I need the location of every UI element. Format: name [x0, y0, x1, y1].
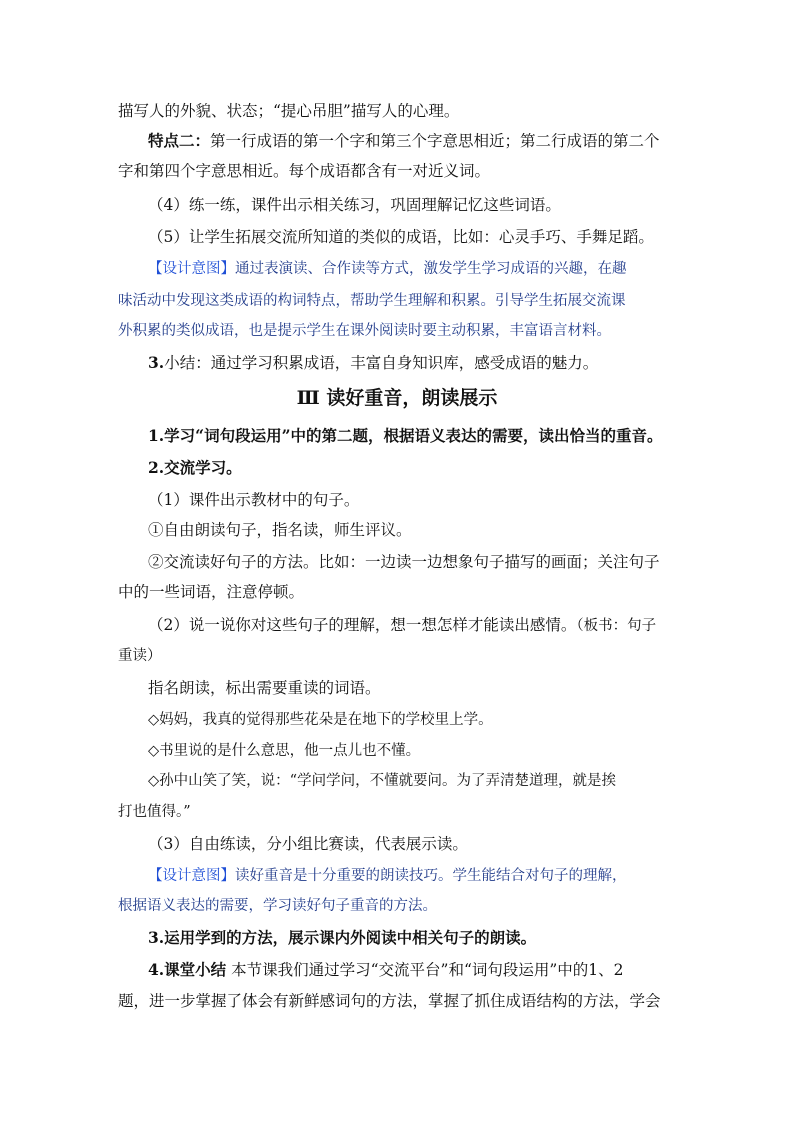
named-reading: 指名朗读，标出需要重读的词语。 [148, 679, 381, 697]
design-note-1-line-1 [148, 254, 708, 284]
design-note-tag: 【设计意图】 [148, 868, 235, 884]
design-note-1-text-1: 通过表演读、合作读等方式，激发学生学习成语的兴趣，在趣 [235, 261, 627, 277]
design-note-tag: 【设计意图】 [148, 261, 235, 277]
design-note-2-text-1: 读好重音是十分重要的朗读技巧。学生能结合对句子的理解， [235, 868, 627, 884]
sub-step-1-a: ①自由朗读句子，指名读，师生评议。 [148, 521, 412, 539]
design-note-1-line-3: 外积累的类似成语，也是提示学生在课外阅读时要主动积累，丰富语言材料。 [118, 323, 611, 339]
summary-line [148, 348, 708, 378]
sub-step-1-b-line-2: 中的一些词语，注意停顿。 [118, 583, 305, 601]
item-3-apply: 3.运用学到的方法，展示课内外阅读中相关句子的朗读。 [148, 928, 537, 947]
sub-step-2-line-2: 重读） [118, 648, 162, 664]
design-note-2-line-1 [148, 861, 708, 891]
sub-step-3: （3）自由练读，分小组比赛读，代表展示读。 [148, 835, 468, 853]
sub-step-2-line-1 [148, 610, 708, 641]
design-note-2-line-2: 根据语义表达的需要，学习读好句子重音的方法。 [118, 898, 437, 914]
sub-step-2-text: （2）说一说你对这些句子的理解，想一想怎样才能读出感情。 [148, 616, 577, 634]
item-2-exchange: 2.交流学习。 [148, 458, 242, 477]
design-note-1-line-2: 味活动中发现这类成语的构词特点，帮助学生理解和积累。引导学生拓展交流课 [118, 293, 626, 309]
summary-number: 3. [148, 353, 165, 372]
summary-text: 小结：通过学习积累成语，丰富自身知识库，感受成语的魅力。 [164, 354, 599, 372]
example-sentence-1: ◇妈妈，我真的觉得那些花朵是在地下的学校里上学。 [148, 712, 493, 728]
line-appearance-description: 描写人的外貌、状态；“提心吊胆”描写人的心理。 [118, 102, 460, 120]
item-1-learn: 1.学习“词句段运用”中的第二题，根据语义表达的需要，读出恰当的重音。 [148, 426, 663, 445]
section-heading: Ⅲ 读好重音，朗读展示 [296, 387, 498, 409]
feature-two-label: 特点二： [148, 131, 211, 150]
example-sentence-2: ◇书里说的是什么意思，他一点儿也不懂。 [148, 743, 421, 759]
class-summary-label: 4.课堂小结 [148, 960, 227, 979]
feature-two-line [148, 126, 708, 156]
class-summary-text: 本节课我们通过学习“交流平台”和“词句段运用”中的1、2 [226, 961, 624, 979]
step-4-practice: （4）练一练，课件出示相关练习，巩固理解记忆这些词语。 [148, 196, 561, 214]
item-4-line-1 [148, 955, 708, 985]
example-sentence-3-line-1: ◇孙中山笑了笑，说：“学问学问，不懂就要问。为了弄清楚道理，就是挨 [148, 773, 617, 789]
example-sentence-3-line-2: 打也值得。” [118, 804, 191, 820]
feature-two-text: 第一行成语的第一个字和第三个字意思相近；第二行成语的第二个 [210, 132, 660, 150]
item-4-line-2: 题，进一步掌握了体会有新鲜感词句的方法，掌握了抓住成语结构的方法，学会 [118, 992, 661, 1010]
step-5-extend: （5）让学生拓展交流所知道的类似的成语，比如：心灵手巧、手舞足蹈。 [148, 228, 654, 246]
sub-step-1: （1）课件出示教材中的句子。 [148, 491, 360, 509]
feature-two-continued: 字和第四个字意思相近。每个成语都含有一对近义词。 [118, 162, 491, 180]
board-note: （板书：句子 [576, 618, 657, 634]
sub-step-1-b-line-1: ②交流读好句子的方法。比如：一边读一边想象句子描写的画面；关注句子 [148, 553, 660, 571]
